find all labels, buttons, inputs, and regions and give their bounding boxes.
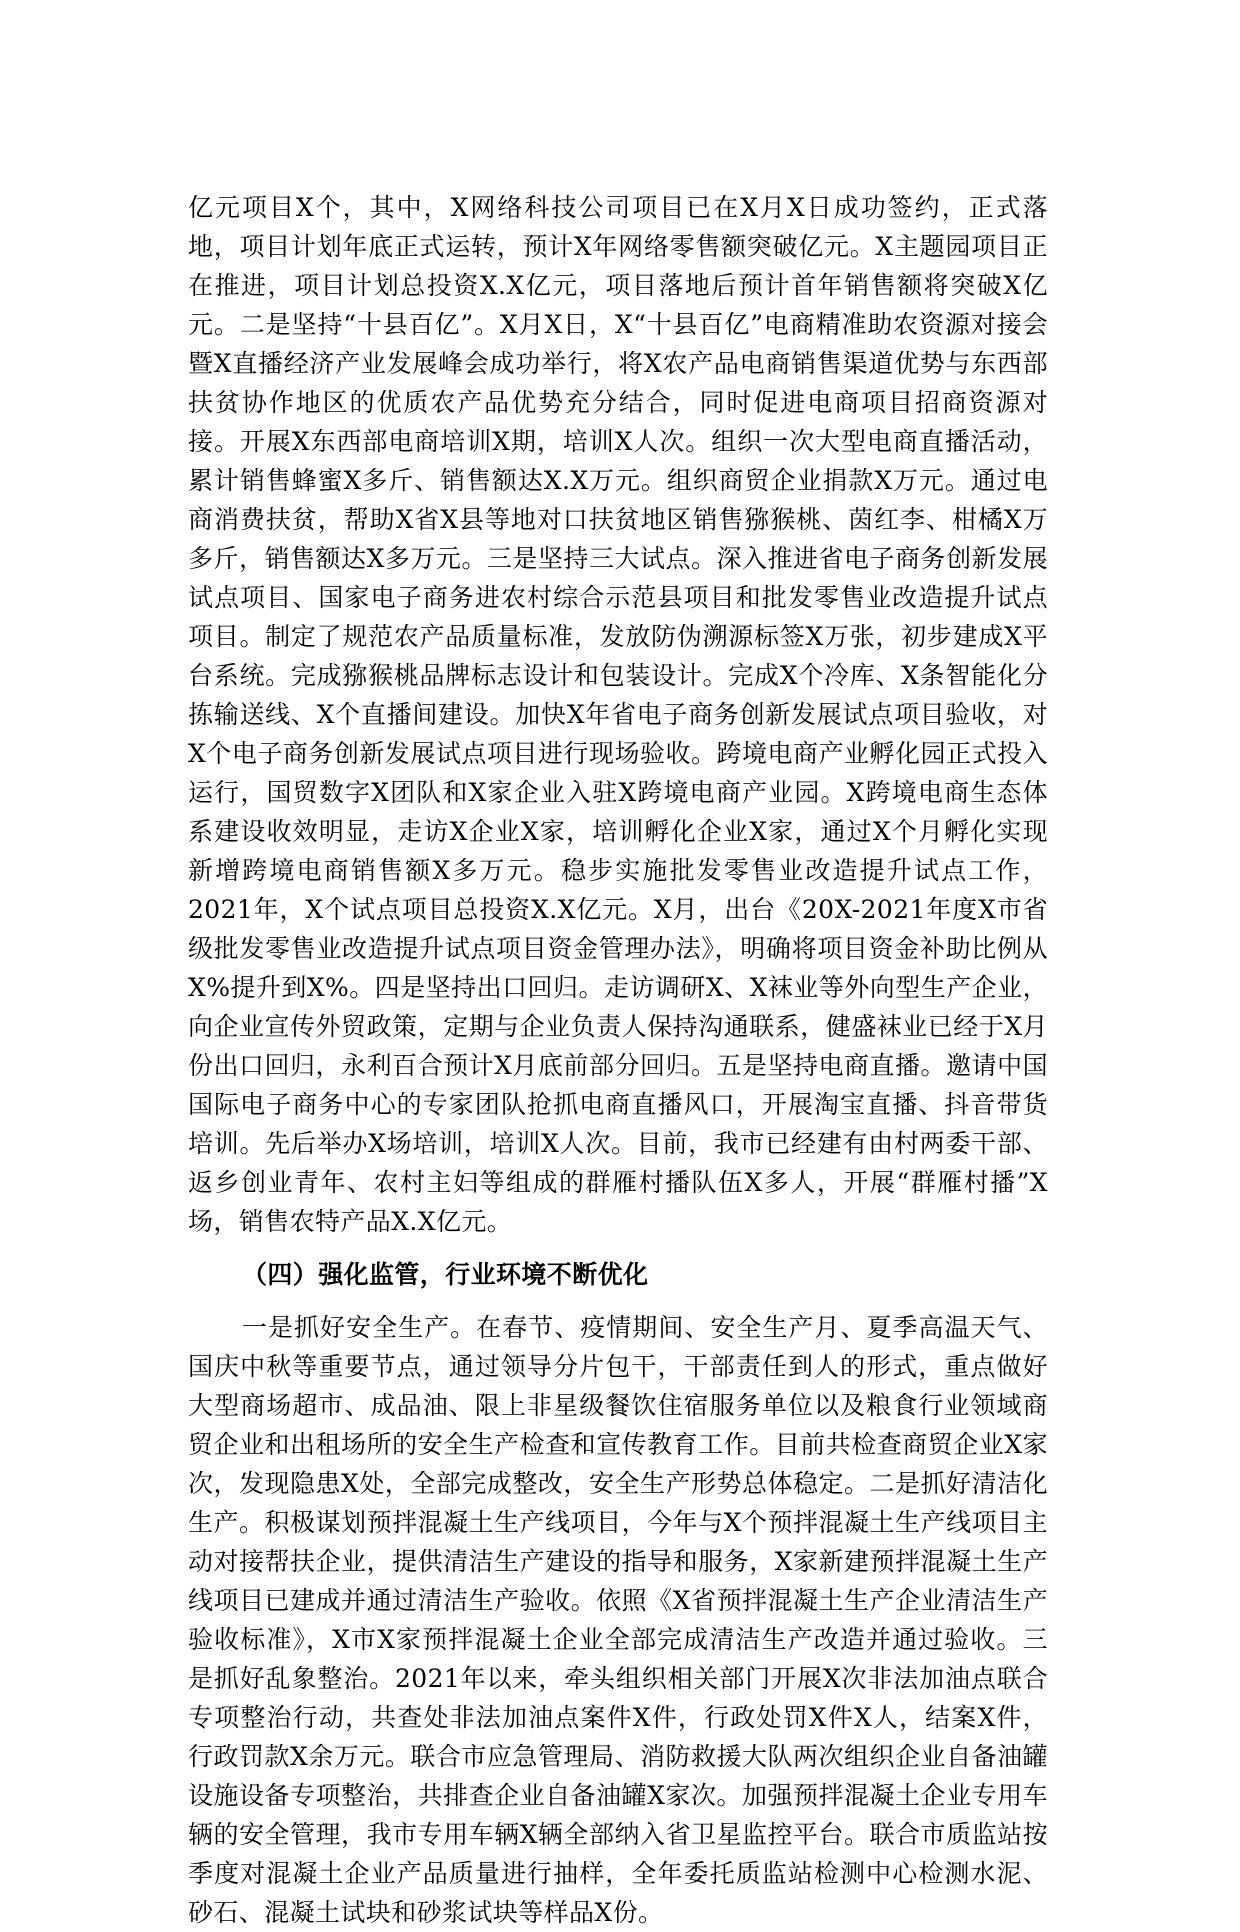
body-paragraph: 一是抓好安全生产。在春节、疫情期间、安全生产月、夏季高温天气、国庆中秋等重要节点，通过领导分片包干，干部责任到人的形式，重点做好大型商场超市、成品油、限上非星级餐饮住宿服务单位以及粮食行业领域商贸企业和出租场所的安全生产检查和宣传教育工作。目前共检查商贸企业X家次，发现隐患X处，全部完成整改，安全生产形势总体稳定。二是抓好清洁化生产。积极谋划预拌混凝土生产线项目，今年与X个预拌混凝土生产线项目主动对接帮扶企业，提供清洁生产建设的指导和服务，X家新建预拌混凝土生产线项目已建成并通过清洁生产验收。依照《X省预拌混凝土生产企业清洁生产验收标准》，X市X家预拌混凝土企业全部完成清洁生产改造并通过验收。三是抓好乱象整治。2021年以来，牵头组织相关部门开展X次非法加油点联合专项整治行动，共查处非法加油点案件X件，行政处罚X件X人，结案X件，行政罚款X余万元。联合市应急管理局、消防救援大队两次组织企业自备油罐设施设备专项整治，共排查企业自备油罐X家次。加强预拌混凝土企业专用车辆的安全管理，我市专用车辆X辆全部纳入省卫星监控平台。联合市质监站按季度对混凝土企业产品质量进行抽样，全年委托质监站检测中心检测水泥、砂石、混凝土试块和砂浆试块等样品X份。 <box>188 1313 1048 1927</box>
document-body <box>188 188 1048 1932</box>
body-paragraph-continued: 亿元项目X个，其中，X网络科技公司项目已在X月X日成功签约，正式落地，项目计划年底正式运转，预计X年网络零售额突破亿元。X主题园项目正在推进，项目计划总投资X.X亿元，项目落地后预计首年销售额将突破X亿元。二是坚持“十县百亿”。X月X日，X“十县百亿”电商精准助农资源对接会暨X直播经济产业发展峰会成功举行，将X农产品电商销售渠道优势与东西部扶贫协作地区的优质农产品优势充分结合，同时促进电商项目招商资源对接。开展X东西部电商培训X期，培训X人次。组织一次大型电商直播活动，累计销售蜂蜜X多斤、销售额达X.X万元。组织商贸企业捐款X万元。通过电商消费扶贫，帮助X省X县等地对口扶贫地区销售猕猴桃、茵红李、柑橘X万多斤，销售额达X多万元。三是坚持三大试点。深入推进省电子商务创新发展试点项目、国家电子商务进农村综合示范县项目和批发零售业改造提升试点项目。制定了规范农产品质量标准，发放防伪溯源标签X万张，初步建成X平台系统。完成猕猴桃品牌标志设计和包装设计。完成X个冷库、X条智能化分拣输送线、X个直播间建设。加快X年省电子商务创新发展试点项目验收，对X个电子商务创新发展试点项目进行现场验收。跨境电商产业孵化园正式投入运行，国贸数字X团队和X家企业入驻X跨境电商产业园。X跨境电商生态体系建设收效明显，走访X企业X家，培训孵化企业X家，通过X个月孵化实现新增跨境电商销售额X多万元。稳步实施批发零售业改造提升试点工作，2021年，X个试点项目总投资X.X亿元。X月，出台《20X-2021年度X市省级批发零售业改造提升试点项目资金管理办法》，明确将项目资金补助比例从X%提升到X%。四是坚持出口回归。走访调研X、X袜业等外向型生产企业，向企业宣传外贸政策，定期与企业负责人保持沟通联系，健盛袜业已经于X月份出口回归，永利百合预计X月底前部分回归。五是坚持电商直播。邀请中国国际电子商务中心的专家团队抢抓电商直播风口，开展淘宝直播、抖音带货培训。先后举办X场培训，培训X人次。目前，我市已经建有由村两委干部、返乡创业青年、农村主妇等组成的群雁村播队伍X多人，开展“群雁村播”X场，销售农特产品X.X亿元。 <box>188 193 1048 1236</box>
section-heading: （四）强化监管，行业环境不断优化 <box>242 1260 649 1289</box>
